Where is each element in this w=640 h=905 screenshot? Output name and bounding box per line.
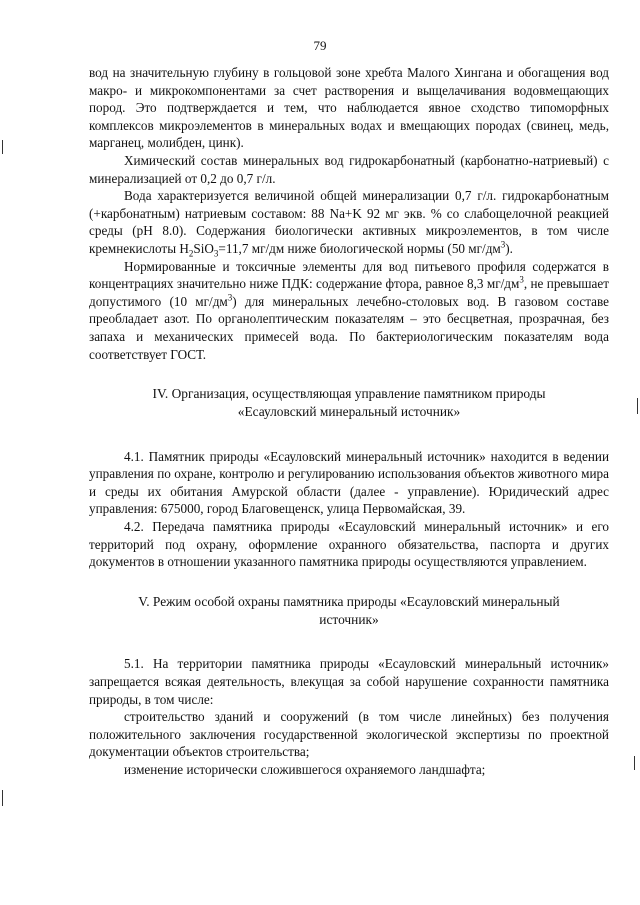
scan-margin-mark-right	[637, 398, 638, 414]
section-heading-v-line1: V. Режим особой охраны памятника природы «Есауловский минеральный	[138, 593, 560, 609]
scan-margin-mark-left	[2, 140, 3, 154]
list-item-construction: строительство зданий и сооружений (в том числе линейных) без получения положительного заключения государственной экологической экспертизы по проектной документации объектов строительства;	[89, 709, 609, 760]
spacer	[89, 628, 609, 655]
section-heading-iv-line2: «Есауловский минеральный источник»	[237, 403, 461, 419]
text-segment: SiO	[193, 240, 214, 256]
section-heading-v	[109, 593, 589, 629]
text-segment: ) для минеральных лечебно-столовых вод. В газовом составе преобладает азот. По органолептическим показателям – это бесцветная, прозрачная, без запаха и механических примесей вода. По бактериологическим показателям вода соответствует ГОСТ.	[89, 293, 609, 362]
paragraph-5-1: 5.1. На территории памятника природы «Есауловский минеральный источник» запрещается всякая деятельность, влекущая за собой нарушение сохранности памятника природы, в том числе:	[89, 656, 609, 707]
superscript: 3	[227, 292, 233, 303]
superscript: 3	[519, 274, 524, 285]
section-heading-v-line2: источник»	[319, 611, 379, 627]
subscript: 2	[188, 248, 194, 259]
subscript: 3	[213, 248, 219, 259]
document-body	[89, 64, 609, 779]
section-heading-iv	[109, 385, 589, 421]
spacer	[89, 571, 609, 593]
superscript: 3	[500, 239, 506, 250]
text-segment: ).	[505, 240, 513, 256]
section-heading-iv-line1: IV. Организация, осуществляющая управление памятником природы	[152, 386, 546, 402]
paragraph-4-2: 4.2. Передача памятника природы «Есауловский минеральный источник» и его территорий под охрану, оформление охранного обязательства, паспорта и других документов в отношении указанного памятника природы осуществляются управлением.	[89, 519, 609, 570]
paragraph-4-1: 4.1. Памятник природы «Есауловский минеральный источник» находится в ведении управления по охране, контролю и регулированию использования объектов животного мира и среды их обитания Амурской области (далее - управление). Юридический адрес управления: 675000, город Благовещенск, улица Первомайская, 39.	[89, 448, 609, 517]
text-segment: Нормированные и токсичные элементы для вод питьевого профиля содержатся в концентрациях значительно ниже ПДК: содержание фтора, равное 8,3 мг/дм	[89, 258, 609, 292]
scan-margin-mark-right-lower	[634, 756, 635, 770]
paragraph-continuation: вод на значительную глубину в гольцовой зоне хребта Малого Хингана и обогащения вод макро- и микрокомпонентами за счет растворения и выщелачивания водовмещающих пород. Это подтверждается и тем, что наблюдается явное сходство типоморфных комплексов микроэлементов в минеральных водах и вмещающих породах (свинец, медь, марганец, молибден, цинк).	[89, 65, 609, 151]
paragraph-water-characteristics	[89, 187, 609, 257]
paragraph-normative-elements	[89, 258, 609, 364]
paragraph-chemical-composition: Химический состав минеральных вод гидрокарбонатный (карбонатно-натриевый) с минерализацией от 0,2 до 0,7 г/л.	[89, 152, 609, 186]
spacer	[89, 363, 609, 385]
list-item-landscape: изменение исторически сложившегося охраняемого ландшафта;	[124, 762, 486, 777]
scan-margin-mark-left-lower	[2, 790, 3, 806]
text-segment: , не превышает допустимого (10 мг/дм	[89, 276, 609, 309]
spacer	[89, 421, 609, 448]
page-number: 79	[313, 38, 327, 53]
text-segment: =11,7 мг/дм ниже биологической нормы (50 мг/дм	[218, 240, 501, 256]
text-segment: Вода характеризуется величиной общей минерализации 0,7 г/л. гидрокарбонатным (+карбонатным) натриевым составом: 88 Na+K 92 мг экв. % со слабощелочной реакцией среды (pH 8.0). Содержания биологически активных микроэлементов, в том числе кремнекислоты H	[89, 188, 609, 256]
